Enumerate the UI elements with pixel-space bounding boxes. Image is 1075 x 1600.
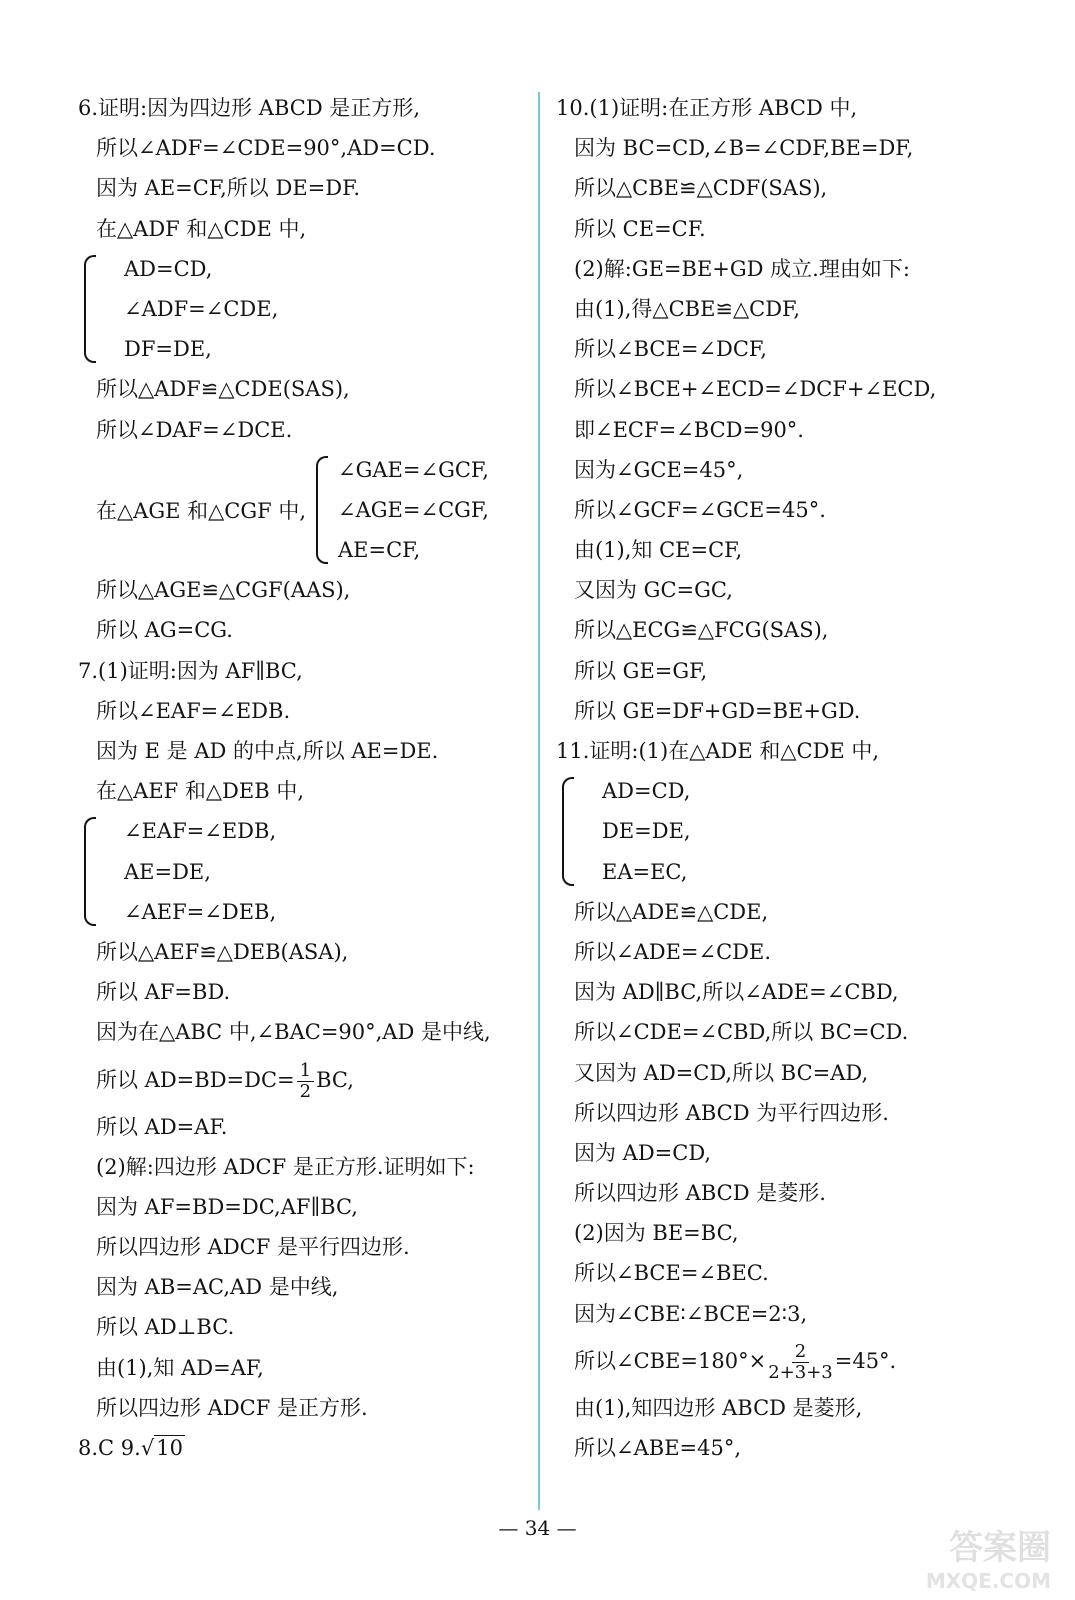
q6-cond-1: AD=CD, bbox=[124, 256, 213, 281]
right-column bbox=[556, 88, 996, 1468]
q6-second-system bbox=[78, 450, 518, 571]
q11-line-14: 所以∠ABE=45°, bbox=[574, 1436, 742, 1460]
q11-fraction-line: 所以∠CBE=180°× $\frac{2}{2+3+3}$ =45°. bbox=[574, 1340, 897, 1383]
q11-line-2: 所以△ADE≌△CDE, bbox=[574, 899, 769, 924]
q11-line-1: 11.证明:(1)在△ADE 和△CDE 中, bbox=[556, 739, 880, 763]
q6-line-3: 因为 AE=CF,所以 DE=DF. bbox=[96, 176, 361, 201]
page-number: — 34 — bbox=[498, 1516, 577, 1540]
q11-cond-3: EA=EC, bbox=[602, 859, 688, 884]
q11-line-9: 所以四边形 ABCD 是菱形. bbox=[574, 1181, 826, 1206]
q11-line-3: 所以∠ADE=∠CDE. bbox=[574, 939, 772, 964]
q6-second-lead: 在△AGE 和△CGF 中, bbox=[96, 498, 307, 523]
q11-line-4: 因为 AD∥BC,所以∠ADE=∠CBD, bbox=[574, 980, 899, 1005]
q6-line-8: 所以 AG=CG. bbox=[96, 618, 233, 643]
q10-line-9: 即∠ECF=∠BCD=90°. bbox=[574, 417, 804, 442]
q11-equation-system bbox=[556, 771, 996, 892]
q7-line-14: 由(1),知 AD=AF, bbox=[96, 1355, 264, 1380]
q7-line-8: 所以 AD=AF. bbox=[96, 1114, 228, 1139]
brace-icon bbox=[84, 817, 96, 926]
q6-line-2: 所以∠ADF=∠CDE=90°,AD=CD. bbox=[96, 136, 436, 161]
fraction: $\frac{1}{2}$ bbox=[297, 1061, 314, 1102]
q10-line-13: 又因为 GC=GC, bbox=[574, 578, 733, 603]
q6-line-1: 6.证明:因为四边形 ABCD 是正方形, bbox=[78, 96, 421, 120]
q11-line-10: (2)因为 BE=BC, bbox=[574, 1221, 739, 1246]
q6-line-7: 所以△AGE≌△CGF(AAS), bbox=[96, 578, 351, 603]
q10-line-3: 所以△CBE≌△CDF(SAS), bbox=[574, 176, 828, 201]
q7-line-2: 所以∠EAF=∠EDB. bbox=[96, 698, 291, 723]
q10-line-2: 因为 BC=CD,∠B=∠CDF,BE=DF, bbox=[574, 136, 914, 161]
q11-line-6: 又因为 AD=CD,所以 BC=AD, bbox=[574, 1060, 869, 1085]
q10-line-15: 所以 GE=GF, bbox=[574, 658, 708, 683]
q10-line-1: 10.(1)证明:在正方形 ABCD 中, bbox=[556, 96, 858, 120]
q7-line-5: 所以△AEF≌△DEB(ASA), bbox=[96, 939, 349, 964]
q10-line-10: 因为∠GCE=45°, bbox=[574, 457, 744, 482]
q11-cond-2: DE=DE, bbox=[602, 819, 691, 844]
watermark-text: 答案圈 bbox=[949, 1528, 1051, 1568]
q11-line-13: 由(1),知四边形 ABCD 是菱形, bbox=[574, 1395, 863, 1420]
q10-line-16: 所以 GE=DF+GD=BE+GD. bbox=[574, 698, 861, 723]
q10-line-7: 所以∠BCE=∠DCF, bbox=[574, 337, 767, 362]
q7-line-11: 所以四边形 ADCF 是平行四边形. bbox=[96, 1235, 410, 1260]
q10-line-6: 由(1),得△CBE≌△CDF, bbox=[574, 296, 801, 321]
q6-line-4: 在△ADF 和△CDE 中, bbox=[96, 216, 307, 241]
column-divider bbox=[538, 92, 540, 1510]
q6-cond2-3: AE=CF, bbox=[338, 538, 421, 563]
q6-cond-3: DF=DE, bbox=[124, 337, 212, 362]
q6-line-6: 所以∠DAF=∠DCE. bbox=[96, 417, 293, 442]
left-column bbox=[78, 88, 518, 1468]
brace-icon bbox=[84, 255, 96, 364]
q6-equation-system bbox=[78, 249, 518, 370]
q10-line-14: 所以△ECG≌△FCG(SAS), bbox=[574, 618, 829, 643]
brace-icon bbox=[562, 777, 574, 886]
q7-line-1: 7.(1)证明:因为 AF∥BC, bbox=[78, 658, 303, 683]
q6-cond2-1: ∠GAE=∠GCF, bbox=[338, 457, 489, 482]
q10-line-8: 所以∠BCE+∠ECD=∠DCF+∠ECD, bbox=[574, 377, 937, 402]
q7-line-15: 所以四边形 ADCF 是正方形. bbox=[96, 1395, 368, 1420]
q7-line-13: 所以 AD⊥BC. bbox=[96, 1315, 235, 1340]
sqrt-icon: √ bbox=[140, 1436, 155, 1460]
q7-cond-1: ∠EAF=∠EDB, bbox=[124, 819, 277, 844]
q7-line-6: 所以 AF=BD. bbox=[96, 980, 231, 1005]
q10-line-5: (2)解:GE=BE+GD 成立.理由如下: bbox=[574, 256, 910, 281]
q10-line-4: 所以 CE=CF. bbox=[574, 216, 706, 241]
q7-line-9: (2)解:四边形 ADCF 是正方形.证明如下: bbox=[96, 1154, 475, 1179]
q11-line-5: 所以∠CDE=∠CBD,所以 BC=CD. bbox=[574, 1020, 909, 1045]
q7-line-4: 在△AEF 和△DEB 中, bbox=[96, 779, 304, 804]
fraction: $\frac{2}{2+3+3}$ bbox=[768, 1340, 833, 1383]
q11-line-12: 因为∠CBE∶∠BCE=2∶3, bbox=[574, 1301, 808, 1326]
q6-cond-2: ∠ADF=∠CDE, bbox=[124, 296, 279, 321]
q6-cond2-2: ∠AGE=∠CGF, bbox=[338, 497, 489, 522]
q7-line-3: 因为 E 是 AD 的中点,所以 AE=DE. bbox=[96, 739, 439, 763]
brace-icon bbox=[316, 456, 328, 565]
watermark-url: MXQE.COM bbox=[925, 1569, 1051, 1593]
q11-line-11: 所以∠BCE=∠BEC. bbox=[574, 1261, 769, 1286]
watermark-logo bbox=[921, 1520, 1051, 1593]
q10-line-11: 所以∠GCF=∠GCE=45°. bbox=[574, 497, 826, 522]
q10-line-12: 由(1),知 CE=CF, bbox=[574, 538, 743, 563]
q6-line-5: 所以△ADF≌△CDE(SAS), bbox=[96, 377, 350, 402]
q8-q9-answers: 8.C 9.√10 bbox=[78, 1436, 183, 1460]
q11-line-8: 因为 AD=CD, bbox=[574, 1140, 712, 1165]
q7-line-7: 因为在△ABC 中,∠BAC=90°,AD 是中线, bbox=[96, 1020, 491, 1045]
q7-cond-3: ∠AEF=∠DEB, bbox=[124, 899, 277, 924]
q7-line-10: 因为 AF=BD=DC,AF∥BC, bbox=[96, 1194, 358, 1219]
q11-line-7: 所以四边形 ABCD 为平行四边形. bbox=[574, 1100, 889, 1125]
q7-line-12: 因为 AB=AC,AD 是中线, bbox=[96, 1275, 339, 1300]
q7-fraction-line: 所以 AD=BD=DC= $\frac{1}{2}$ BC, bbox=[96, 1059, 354, 1102]
q7-cond-2: AE=DE, bbox=[124, 859, 211, 884]
q11-cond-1: AD=CD, bbox=[602, 779, 691, 804]
q7-equation-system bbox=[78, 811, 518, 932]
